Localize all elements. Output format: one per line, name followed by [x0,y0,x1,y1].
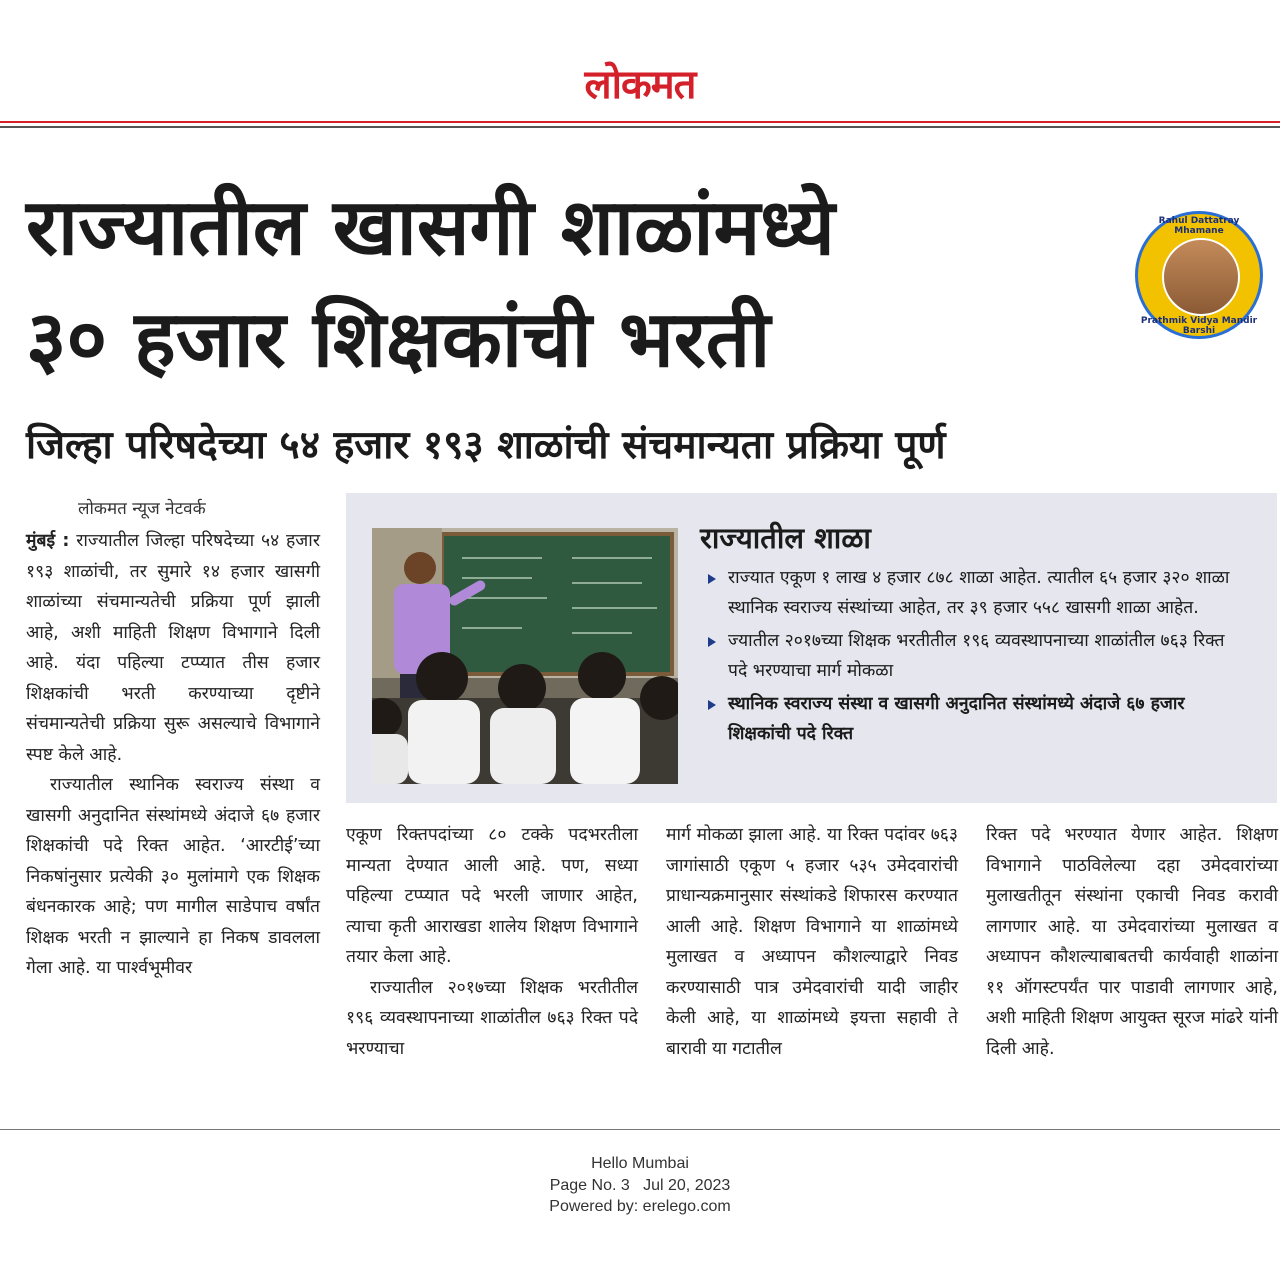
footer-page-date [0,1177,1280,1195]
article-text: राज्यातील जिल्हा परिषदेच्या ५४ हजार १९३ शाळांची, तर सुमारे १४ हजार खासगी शाळांच्या संचमान्यतेची प्रक्रिया पूर्ण झाली आहे, अशी माहिती शिक्षण विभागाने दिली आहे. यंदा पहिल्या टप्प्यात तीस हजार शिक्षकांची भरती करण्याच्या दृष्टीने संचमान्यतेची प्रक्रिया सुरू असल्याचे विभागाने स्पष्ट केले आहे. [26,531,320,765]
masthead-rule-dark [0,126,1280,128]
info-box-item-text: ज्यातील २०१७च्या शिक्षक भरतीतील १९६ व्यवस्थापनाच्या शाळांतील ७६३ रिक्त पदे भरण्याचा मार्ग मोकळा [728,631,1225,681]
classroom-photo [372,528,678,784]
article-para: मार्ग मोकळा झाला आहे. या रिक्त पदांवर ७६३ जागांसाठी एकूण ५ हजार ५३५ उमेदवारांची प्राधान्यक्रमानुसार संस्थांकडे शिफारस करण्यात आली आहे. शिक्षण विभागाने या शाळांमध्ये मुलाखत व अध्यापन कौशल्याद्वारे निवड करण्यासाठी पात्र उमेदवारांची यादी जाहीर केली आहे, या शाळांमध्ये इयत्ता सहावी ते बारावी या गटातील [666,825,958,1059]
article-para: एकूण रिक्तपदांच्या ८० टक्के पदभरतीला मान्यता देण्यात आली आहे. पण, सध्या पहिल्या टप्प्यात पदे भरली जाणार आहेत, त्याचा कृती आराखडा शालेय शिक्षण विभागाने तयार केला आहे. [346,825,638,967]
badge-school: Prathmik Vidya Mandir Barshi [1140,316,1258,336]
info-box-item [706,690,1246,749]
article-para: राज्यातील स्थानिक स्वराज्य संस्था व खासगी अनुदानित संस्थांमध्ये अंदाजे ६७ हजार शिक्षकांची पदे रिक्त आहेत. ‘आरटीई’च्या निकषांनुसार प्रत्येकी ३० मुलांमागे एक शिक्षक बंधनकारक आहे; पण मागील साडेपाच वर्षांत शिक्षक भरती न झाल्याने हा निकष डावलला गेला आहे. या पार्श्वभूमीवर [26,775,320,978]
headline-line-2: ३० हजार शिक्षकांची भरती [26,295,771,385]
footer-date: Jul 20, 2023 [643,1177,731,1194]
classroom-illustration [372,528,678,784]
info-box-item [706,627,1246,686]
info-box-item-text: स्थानिक स्वराज्य संस्था व खासगी अनुदानित संस्थांमध्ये अंदाजे ६७ हजार शिक्षकांची पदे रिक्त [728,694,1185,744]
reporter-photo-badge [1135,211,1263,339]
bullet-icon [708,637,716,647]
footer-page: Page No. 3 [549,1177,630,1194]
article-para [26,526,320,770]
badge-portrait [1162,238,1240,316]
badge-name: Rahul Dattatray Mhamane [1158,216,1240,236]
headline [26,172,1126,396]
info-box-item [706,564,1246,623]
info-box-item-text: राज्यात एकूण १ लाख ४ हजार ८७८ शाळा आहेत. त्यातील ६५ हजार ३२० शाळा स्थानिक स्वराज्य संस्थांच्या आहेत, तर ३९ हजार ५५८ खासगी शाळा आहेत. [728,568,1230,618]
byline: लोकमत न्यूज नेटवर्क [78,499,206,519]
article-column-1 [26,526,320,984]
bullet-icon [708,574,716,584]
info-box-list [706,564,1246,753]
dateline: मुंबई : [26,531,70,551]
bullet-icon [708,700,716,710]
article-column-2 [346,820,638,1064]
article-para: रिक्त पदे भरण्यात येणार आहेत. शिक्षण विभागाने पाठविलेल्या दहा उमेदवारांच्या मुलाखतीतून संस्थांना एकाची निवड करावी लागणार आहे. या उमेदवारांच्या मुलाखत व अध्यापन कौशल्याबाबतची कार्यवाही शाळांना ११ ऑगस्टपर्यंत पार पाडावी लागणार आहे, अशी माहिती शिक्षण आयुक्त सूरज मांढरे यांनी दिली आहे. [986,825,1278,1059]
info-box-title: राज्यातील शाळा [700,521,871,555]
masthead-logo: लोकमत [584,61,696,108]
article-column-4 [986,820,1278,1064]
footer-rule [0,1129,1280,1130]
masthead-rule-red [0,121,1280,123]
article-para: राज्यातील २०१७च्या शिक्षक भरतीतील १९६ व्यवस्थापनाच्या शाळांतील ७६३ रिक्त पदे भरण्याचा [346,977,638,1059]
footer-powered-by: Powered by: erelego.com [549,1198,731,1215]
headline-line-1: राज्यातील खासगी शाळांमध्ये [26,183,835,273]
footer-edition: Hello Mumbai [591,1155,689,1172]
article-column-3 [666,820,958,1064]
subheadline: जिल्हा परिषदेच्या ५४ हजार १९३ शाळांची संचमान्यता प्रक्रिया पूर्ण [26,423,946,468]
